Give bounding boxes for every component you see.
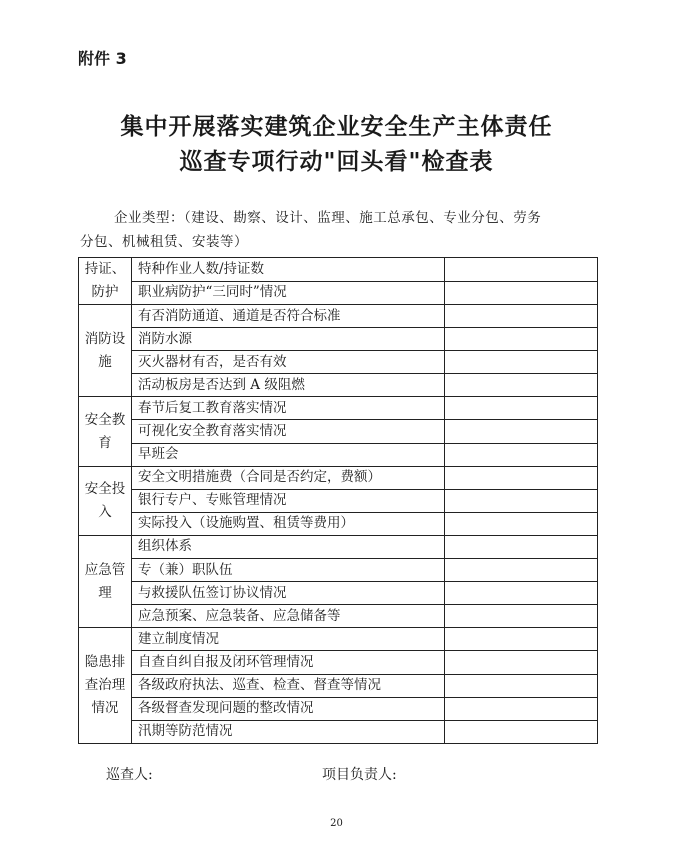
result-cell[interactable] — [445, 443, 598, 466]
inspector-label: 巡查人: — [106, 767, 153, 783]
check-item-cell: 各级政府执法、巡查、检查、督查等情况 — [132, 674, 445, 697]
result-cell[interactable] — [445, 559, 598, 582]
result-cell[interactable] — [445, 651, 598, 674]
result-cell[interactable] — [445, 674, 598, 697]
table-row — [79, 374, 598, 397]
project-leader-label: 项目负责人: — [322, 767, 397, 783]
result-cell[interactable] — [445, 351, 598, 374]
category-cell: 持证、防护 — [79, 258, 132, 305]
result-cell[interactable] — [445, 628, 598, 651]
table-row — [79, 305, 598, 328]
table-row — [79, 420, 598, 443]
document-title-line1: 集中开展落实建筑企业安全生产主体责任 — [120, 113, 553, 140]
table-row — [79, 258, 598, 282]
check-item-cell: 可视化安全教育落实情况 — [132, 420, 445, 443]
table-row — [79, 651, 598, 674]
category-cell: 安全投入 — [79, 466, 132, 535]
check-item-cell: 活动板房是否达到 A 级阻燃 — [132, 374, 445, 397]
result-cell[interactable] — [445, 466, 598, 489]
check-item-cell: 专（兼）职队伍 — [132, 559, 445, 582]
result-cell[interactable] — [445, 605, 598, 628]
check-item-cell: 与救援队伍签订协议情况 — [132, 582, 445, 605]
table-row — [79, 443, 598, 466]
check-item-cell: 早班会 — [132, 443, 445, 466]
table-row — [79, 605, 598, 628]
result-cell[interactable] — [445, 328, 598, 351]
result-cell[interactable] — [445, 697, 598, 720]
category-cell: 消防设施 — [79, 305, 132, 397]
check-item-cell: 安全文明措施费（合同是否约定，费额） — [132, 466, 445, 489]
check-item-cell: 职业病防护“三同时”情况 — [132, 281, 445, 305]
table-row — [79, 397, 598, 420]
check-item-cell: 春节后复工教育落实情况 — [132, 397, 445, 420]
table-row — [79, 674, 598, 697]
check-item-cell: 组织体系 — [132, 535, 445, 558]
table-row — [79, 351, 598, 374]
inspection-table — [78, 257, 598, 744]
check-item-cell: 消防水源 — [132, 328, 445, 351]
category-cell: 应急管理 — [79, 535, 132, 627]
enterprise-type-line2: 分包、机械租赁、安装等） — [80, 234, 248, 250]
result-cell[interactable] — [445, 281, 598, 305]
result-cell[interactable] — [445, 420, 598, 443]
check-item-cell: 建立制度情况 — [132, 628, 445, 651]
result-cell[interactable] — [445, 535, 598, 558]
table-row — [79, 582, 598, 605]
check-item-cell: 汛期等防范情况 — [132, 720, 445, 743]
check-item-cell: 各级督查发现问题的整改情况 — [132, 697, 445, 720]
check-item-cell: 灭火器材有否，是否有效 — [132, 351, 445, 374]
table-row — [79, 489, 598, 512]
check-item-cell: 特种作业人数/持证数 — [132, 258, 445, 282]
document-title-line2: 巡查专项行动"回头看"检查表 — [179, 148, 494, 175]
result-cell[interactable] — [445, 305, 598, 328]
table-row — [79, 559, 598, 582]
enterprise-type-line1: 企业类型：（建设、勘察、设计、监理、施工总承包、专业分包、劳务 — [114, 210, 542, 226]
table-row — [79, 628, 598, 651]
category-cell: 安全教育 — [79, 397, 132, 466]
result-cell[interactable] — [445, 397, 598, 420]
result-cell[interactable] — [445, 374, 598, 397]
check-item-cell: 银行专户、专账管理情况 — [132, 489, 445, 512]
check-item-cell: 自查自纠自报及闭环管理情况 — [132, 651, 445, 674]
inspection-table-body — [79, 258, 598, 744]
table-row — [79, 720, 598, 743]
attachment-label: 附件 3 — [78, 49, 127, 68]
check-item-cell: 应急预案、应急装备、应急储备等 — [132, 605, 445, 628]
table-row — [79, 535, 598, 558]
result-cell[interactable] — [445, 258, 598, 282]
result-cell[interactable] — [445, 512, 598, 535]
result-cell[interactable] — [445, 582, 598, 605]
table-row — [79, 512, 598, 535]
result-cell[interactable] — [445, 489, 598, 512]
table-row — [79, 281, 598, 305]
category-cell: 隐患排查治理情况 — [79, 628, 132, 743]
table-row — [79, 466, 598, 489]
table-row — [79, 697, 598, 720]
table-row — [79, 328, 598, 351]
page-number: 20 — [330, 818, 343, 829]
check-item-cell: 实际投入（设施购置、租赁等费用） — [132, 512, 445, 535]
result-cell[interactable] — [445, 720, 598, 743]
check-item-cell: 有否消防通道、通道是否符合标准 — [132, 305, 445, 328]
